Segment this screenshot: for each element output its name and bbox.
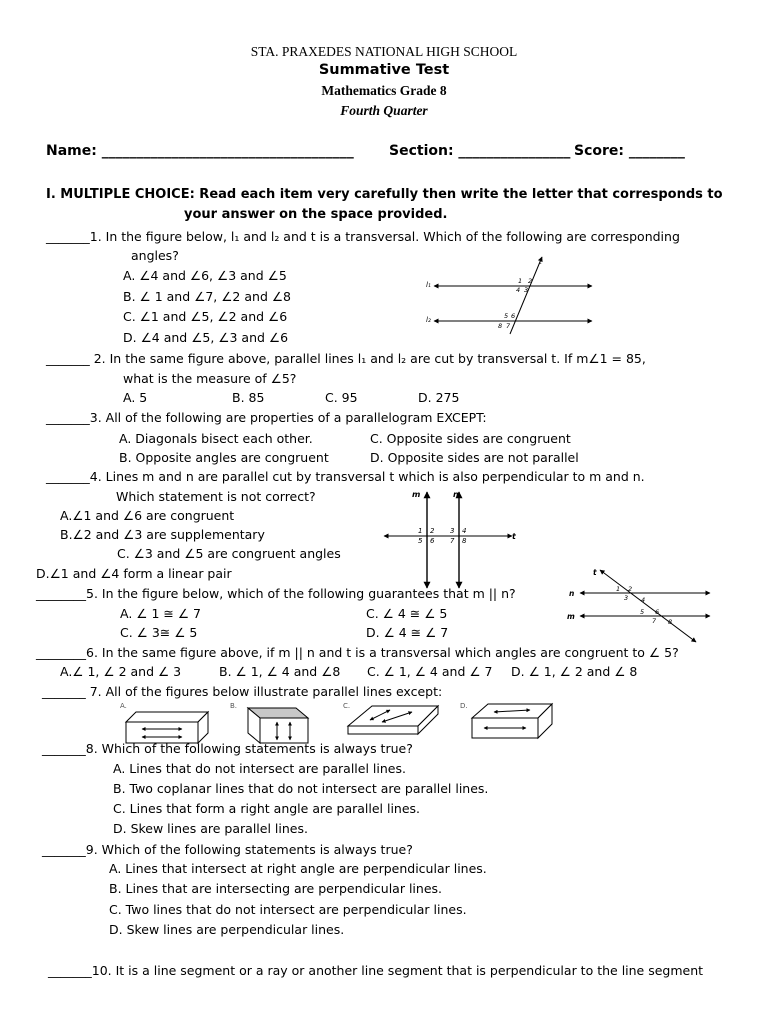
instructions-line2: your answer on the space provided. (184, 207, 448, 222)
fig1-label-t: t (539, 258, 542, 266)
q1-choice-a: A. ∠4 and ∠6, ∠3 and ∠5 (123, 268, 287, 283)
q3-choice-b: B. Opposite angles are congruent (119, 450, 329, 465)
figure-perpendicular-transversal (380, 486, 520, 590)
fig5-angle-6: 6 (655, 608, 660, 616)
q7-figures (112, 700, 572, 744)
fig1-angle-1: 1 (518, 277, 523, 285)
fig5-label-m: m (567, 612, 575, 621)
q6-choice-c: C. ∠ 1, ∠ 4 and ∠ 7 (367, 664, 493, 679)
section-field[interactable]: Section: ________________ (389, 143, 571, 159)
fig4-angle-4: 4 (462, 527, 467, 535)
q1-choice-c: C. ∠1 and ∠5, ∠2 and ∠6 (123, 309, 288, 324)
q2-choice-b: B. 85 (232, 390, 265, 405)
fig4-angle-7: 7 (450, 537, 455, 545)
q4-choice-a: A.∠1 and ∠6 are congruent (60, 508, 235, 523)
figure-transversal-1 (420, 254, 600, 334)
q5-choice-a: A. ∠ 1 ≅ ∠ 7 (120, 606, 201, 621)
q1-stem-line1: _______1. In the figure below, l₁ and l₂ and t is a transversal. Which of the following are corresponding (46, 229, 680, 244)
figure-transversal-2 (566, 566, 716, 644)
fig1-angle-3: 3 (524, 286, 529, 294)
q9-stem: _______9. Which of the following statements is always true? (42, 842, 413, 857)
q7-figure-b (248, 708, 308, 743)
fig1-label-l1: l₁ (426, 281, 431, 289)
q4-choice-b: B.∠2 and ∠3 are supplementary (60, 527, 265, 542)
fig4-angle-1: 1 (418, 527, 423, 535)
q7-label-b: B. (230, 702, 238, 710)
fig5-label-n: n (569, 589, 575, 598)
q9-choice-d: D. Skew lines are perpendicular lines. (109, 922, 345, 937)
fig1-angle-6: 6 (511, 312, 516, 320)
test-title: Summative Test (318, 62, 450, 78)
q1-stem-line2: angles? (131, 248, 179, 263)
fig1-angle-5: 5 (504, 312, 509, 320)
q9-choice-c: C. Two lines that do not intersect are perpendicular lines. (109, 902, 467, 917)
q4-stem-line2: Which statement is not correct? (116, 489, 316, 504)
q8-choice-c: C. Lines that form a right angle are parallel lines. (113, 801, 421, 816)
name-field[interactable]: Name: ____________________________________ (46, 143, 354, 159)
q8-stem: _______8. Which of the following statements is always true? (42, 741, 413, 756)
q4-choice-d: D.∠1 and ∠4 form a linear pair (36, 566, 232, 581)
fig5-angle-1: 1 (616, 585, 621, 593)
school-name: STA. PRAXEDES NATIONAL HIGH SCHOOL (250, 44, 518, 59)
q10-stem: _______10. It is a line segment or a ray or another line segment that is perpendicular to the line segment (48, 963, 704, 978)
q4-stem-line1: _______4. Lines m and n are parallel cut by transversal t which is also perpendicular to m and n. (46, 469, 645, 484)
fig5-angle-3: 3 (624, 594, 629, 602)
q8-choice-d: D. Skew lines are parallel lines. (113, 821, 308, 836)
q7-figure-c (348, 706, 438, 734)
fig4-angle-5: 5 (418, 537, 423, 545)
fig5-angle-4: 4 (641, 596, 646, 604)
q5-choice-c: C. ∠ 4 ≅ ∠ 5 (366, 606, 448, 621)
q7-figure-d (472, 704, 552, 738)
fig4-angle-2: 2 (430, 527, 435, 535)
q7-label-c: C. (343, 702, 351, 710)
q1-choice-d: D. ∠4 and ∠5, ∠3 and ∠6 (123, 330, 289, 345)
subject-title: Mathematics Grade 8 (321, 83, 447, 98)
q3-choice-d: D. Opposite sides are not parallel (370, 450, 579, 465)
q4-choice-c: C. ∠3 and ∠5 are congruent angles (117, 546, 341, 561)
fig1-label-l2: l₂ (426, 316, 431, 324)
q8-choice-a: A. Lines that do not intersect are parallel lines. (113, 761, 406, 776)
instructions-line1: I. MULTIPLE CHOICE: Read each item very carefully then write the letter that corresponds to (46, 187, 723, 202)
fig1-angle-7: 7 (506, 322, 511, 330)
q5-choice-d: D. ∠ 4 ≅ ∠ 7 (366, 625, 449, 640)
fig4-angle-6: 6 (430, 537, 435, 545)
q2-choice-a: A. 5 (123, 390, 148, 405)
fig5-angle-2: 2 (628, 585, 633, 593)
q2-stem-line1: _______ 2. In the same figure above, parallel lines l₁ and l₂ are cut by transversal t. If m∠1 = 85, (46, 351, 646, 366)
q6-stem: ________6. In the same figure above, if m || n and t is a transversal which angles are congruent to ∠ 5? (36, 645, 679, 660)
fig4-angle-3: 3 (450, 527, 455, 535)
q3-stem: _______3. All of the following are properties of a parallelogram EXCEPT: (46, 410, 487, 425)
fig4-label-m: m (412, 490, 421, 499)
q2-stem-line2: what is the measure of ∠5? (123, 371, 297, 386)
fig4-label-n: n (453, 490, 459, 499)
q9-choice-a: A. Lines that intersect at right angle are perpendicular lines. (109, 861, 487, 876)
q6-choice-d: D. ∠ 1, ∠ 2 and ∠ 8 (511, 664, 638, 679)
fig5-angle-5: 5 (640, 608, 645, 616)
quarter-title: Fourth Quarter (340, 103, 428, 118)
q7-figure-a (126, 712, 208, 743)
fig4-label-t: t (512, 532, 516, 541)
q7-label-d: D. (460, 702, 468, 710)
q9-choice-b: B. Lines that are intersecting are perpendicular lines. (109, 881, 443, 896)
q5-choice-b: C. ∠ 3≅ ∠ 5 (120, 625, 198, 640)
q6-choice-b: B. ∠ 1, ∠ 4 and ∠8 (219, 664, 341, 679)
fig1-angle-4: 4 (516, 286, 521, 294)
q2-choice-c: C. 95 (325, 390, 358, 405)
q5-stem: ________5. In the figure below, which of the following guarantees that m || n? (36, 586, 516, 601)
fig5-label-t: t (593, 568, 597, 577)
q1-choice-b: B. ∠ 1 and ∠7, ∠2 and ∠8 (123, 289, 292, 304)
fig4-angle-8: 8 (462, 537, 467, 545)
fig5-angle-8: 8 (668, 618, 673, 626)
fig1-angle-2: 2 (528, 277, 533, 285)
fig1-angle-8: 8 (498, 322, 503, 330)
q3-choice-a: A. Diagonals bisect each other. (119, 431, 313, 446)
q2-choice-d: D. 275 (418, 390, 460, 405)
q7-label-a: A. (120, 702, 127, 710)
q8-choice-b: B. Two coplanar lines that do not intersect are parallel lines. (113, 781, 489, 796)
fig5-angle-7: 7 (652, 617, 657, 625)
score-field[interactable]: Score: ________ (574, 143, 685, 159)
q3-choice-c: C. Opposite sides are congruent (370, 431, 571, 446)
q6-choice-a: A.∠ 1, ∠ 2 and ∠ 3 (60, 664, 182, 679)
q7-stem: _______ 7. All of the figures below illustrate parallel lines except: (42, 684, 443, 699)
